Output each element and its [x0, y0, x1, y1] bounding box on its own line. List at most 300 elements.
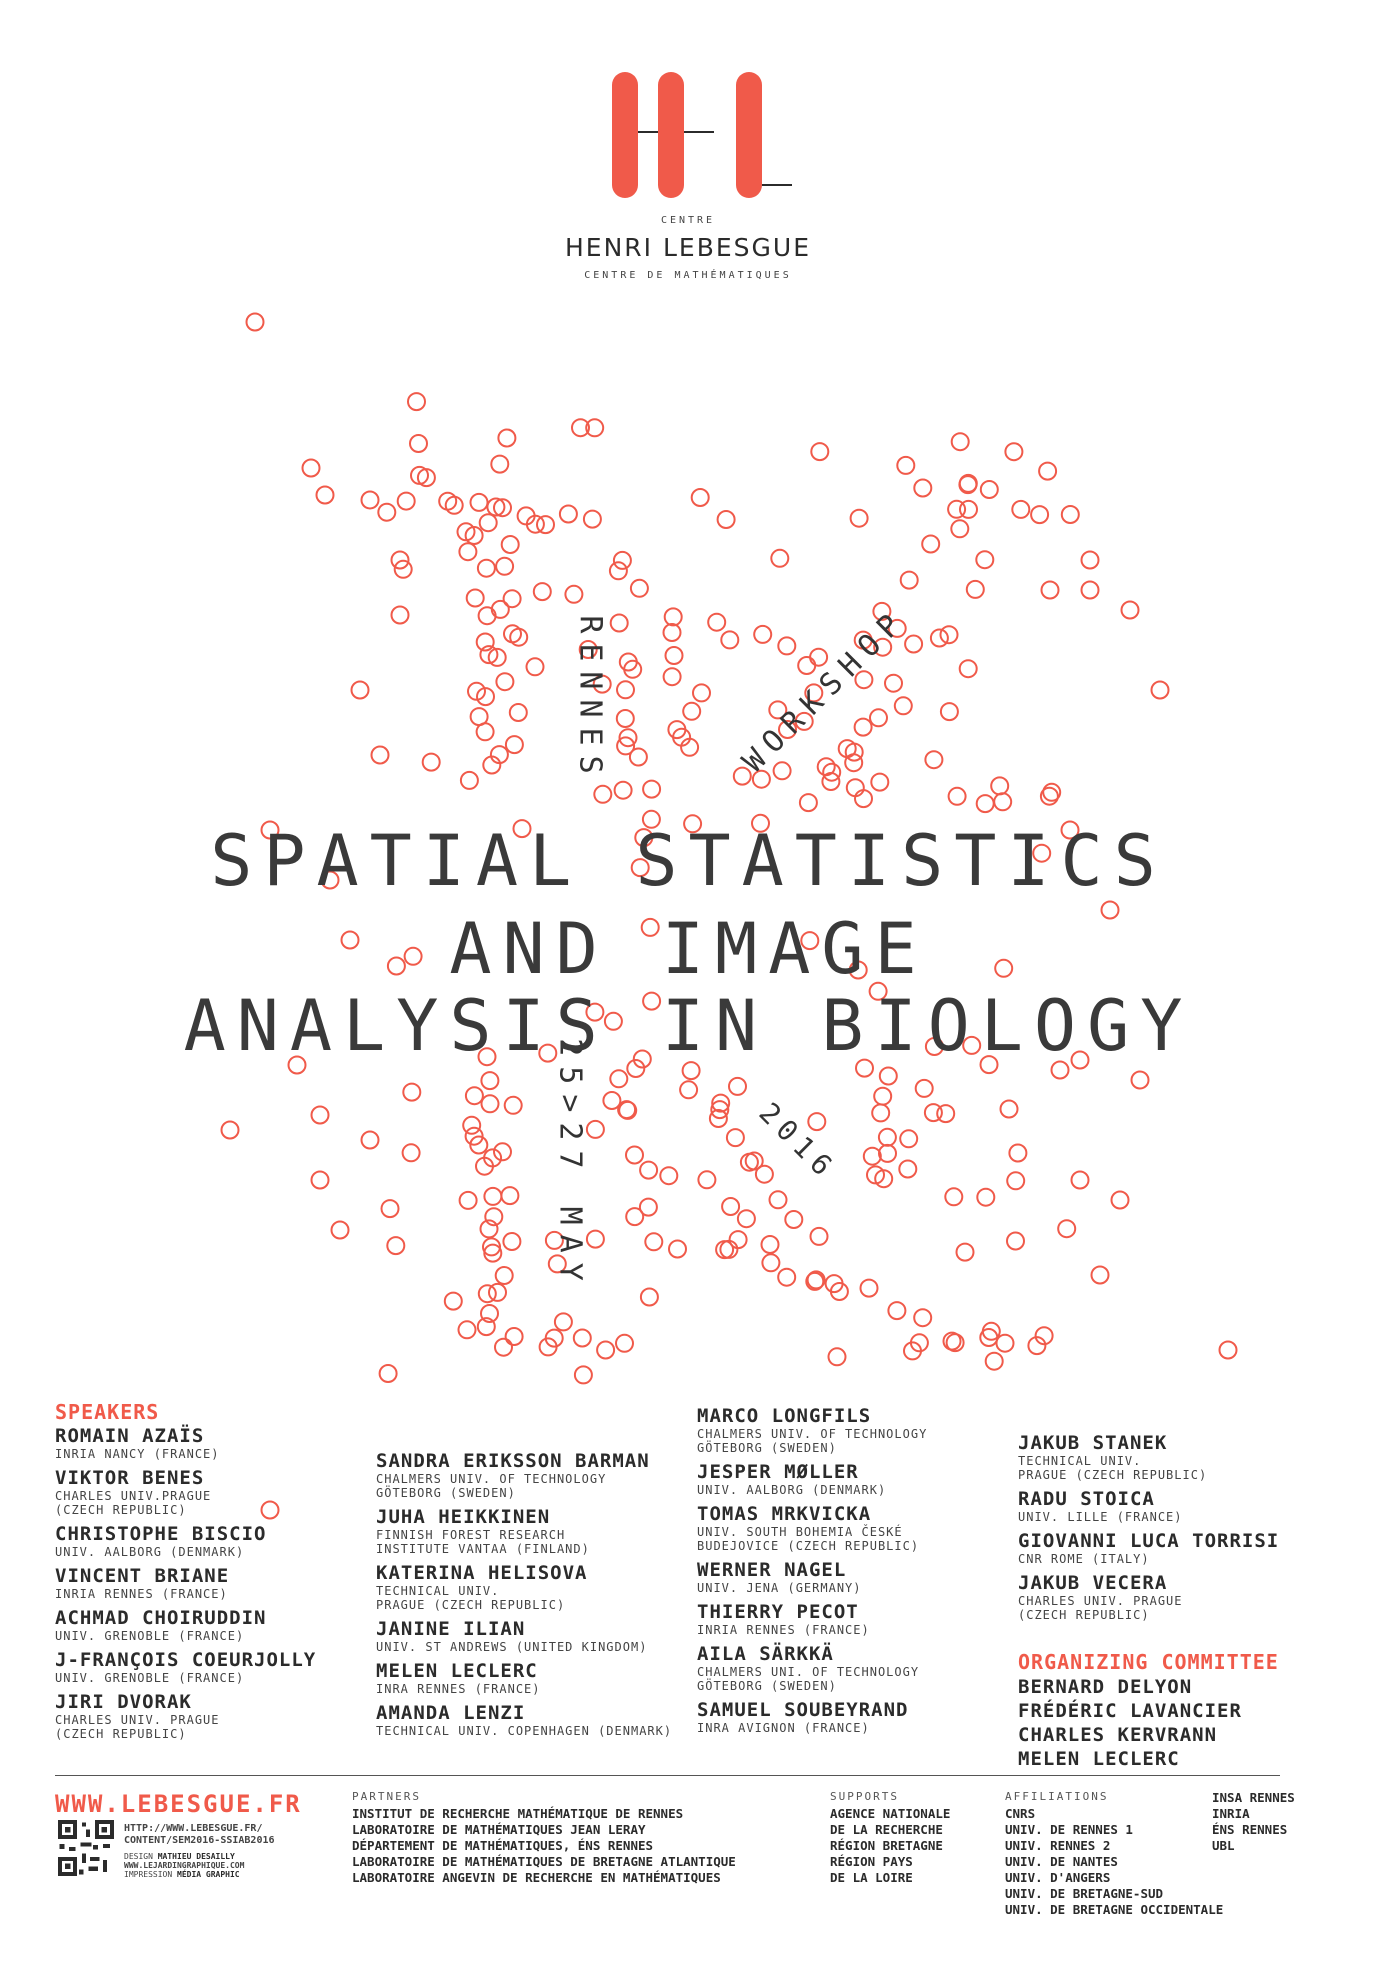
pattern-dot	[506, 1328, 523, 1345]
pattern-dot	[484, 1245, 501, 1262]
pattern-dot	[478, 560, 495, 577]
pattern-dot	[484, 1149, 501, 1166]
pattern-dot	[1036, 1327, 1053, 1344]
pattern-dot	[403, 1084, 420, 1101]
speaker-entry	[697, 1559, 862, 1595]
event-url-line2[interactable]: CONTENT/SEM2016-SSIAB2016	[124, 1835, 275, 1846]
partner-item: LABORATOIRE DE MATHÉMATIQUES DE BRETAGNE ATLANTIQUE	[352, 1854, 736, 1869]
pattern-dot	[1043, 784, 1060, 801]
speaker-name: THIERRY PECOT	[697, 1601, 859, 1623]
pattern-dot	[527, 516, 544, 533]
speaker-entry	[55, 1691, 220, 1741]
pattern-dot	[949, 788, 966, 805]
pattern-dot	[668, 721, 685, 738]
speaker-affiliation: CHARLES UNIV. PRAGUE	[55, 1713, 220, 1727]
pattern-dot	[491, 456, 508, 473]
pattern-dot	[537, 516, 554, 533]
pattern-dot	[380, 1365, 397, 1382]
pattern-dot	[888, 1302, 905, 1319]
support-item: DE LA RECHERCHE	[830, 1822, 943, 1837]
speaker-name: JUHA HEIKKINEN	[376, 1506, 551, 1528]
pattern-dot	[631, 580, 648, 597]
speaker-affiliation: UNIV. AALBORG (DENMARK)	[697, 1483, 887, 1497]
partners-list	[352, 1806, 736, 1886]
pattern-dot	[410, 435, 427, 452]
pattern-dot	[880, 1068, 897, 1085]
pattern-dot	[502, 536, 519, 553]
pattern-dot	[976, 551, 993, 568]
pattern-dot	[808, 1113, 825, 1130]
pattern-dot	[1092, 1267, 1109, 1284]
pattern-dot	[811, 443, 828, 460]
pattern-dot	[669, 1241, 686, 1258]
pattern-dot	[861, 1280, 878, 1297]
pattern-dot	[952, 433, 969, 450]
pattern-dot	[810, 649, 827, 666]
speaker-entry	[376, 1702, 672, 1738]
pattern-dot	[317, 487, 334, 504]
supports-label: SUPPORTS	[830, 1790, 899, 1803]
logo-bar-left	[612, 72, 638, 198]
pattern-dot	[408, 393, 425, 410]
pattern-dot	[510, 629, 527, 646]
pattern-dot	[489, 649, 506, 666]
pattern-dot	[944, 1333, 961, 1350]
pattern-dot	[986, 1353, 1003, 1370]
speaker-entry	[55, 1425, 220, 1461]
pattern-dot	[640, 1162, 657, 1179]
pattern-dot	[855, 719, 872, 736]
pattern-dot	[720, 1241, 737, 1258]
speaker-name: JIRI DVORAK	[55, 1691, 192, 1713]
committee-heading: ORGANIZING COMMITTEE	[1018, 1650, 1279, 1674]
pattern-dot	[362, 1132, 379, 1149]
pattern-dot	[1001, 1101, 1018, 1118]
pattern-dot	[603, 1092, 620, 1109]
pattern-dot	[829, 1348, 846, 1365]
speaker-entry	[376, 1506, 590, 1556]
pattern-dot	[681, 739, 698, 756]
pattern-dot	[479, 1285, 496, 1302]
pattern-dot	[855, 790, 872, 807]
pattern-dot	[997, 1335, 1014, 1352]
pattern-dot	[459, 1321, 476, 1338]
pattern-dot	[616, 1335, 633, 1352]
speaker-affiliation: UNIV. AALBORG (DENMARK)	[55, 1545, 245, 1559]
pattern-dot	[247, 314, 264, 331]
pattern-dot	[312, 1172, 329, 1189]
pattern-dot	[771, 550, 788, 567]
pattern-dot	[822, 773, 839, 790]
pattern-dot	[560, 506, 577, 523]
pattern-dot	[518, 507, 535, 524]
pattern-dot	[941, 703, 958, 720]
pattern-dot	[483, 757, 500, 774]
partner-item: INSTITUT DE RECHERCHE MATHÉMATIQUE DE RENNES	[352, 1806, 684, 1821]
pattern-dot	[496, 558, 513, 575]
committee-member: CHARLES KERVRANN	[1018, 1724, 1218, 1746]
speaker-affiliation: FINNISH FOREST RESEARCH	[376, 1528, 566, 1542]
pattern-dot	[1122, 602, 1139, 619]
year-label: 2016	[752, 1096, 844, 1187]
pattern-dot	[754, 626, 771, 643]
affiliation-item: INRIA	[1212, 1806, 1250, 1821]
pattern-dot	[1082, 582, 1099, 599]
pattern-dot	[446, 497, 463, 514]
pattern-dot	[586, 419, 603, 436]
pattern-dot	[617, 681, 634, 698]
pattern-dot	[630, 749, 647, 766]
affiliation-item: UNIV. DE BRETAGNE OCCIDENTALE	[1005, 1902, 1224, 1917]
pattern-dot	[711, 1101, 728, 1118]
pattern-dot	[372, 747, 389, 764]
pattern-dot	[506, 736, 523, 753]
pattern-dot	[673, 729, 690, 746]
speaker-entry	[697, 1699, 908, 1735]
pattern-dot	[762, 1236, 779, 1253]
pattern-dot	[1220, 1342, 1237, 1359]
pattern-dot	[698, 1171, 715, 1188]
pattern-dot	[262, 1502, 279, 1519]
pattern-dot	[1062, 506, 1079, 523]
pattern-dot	[610, 1070, 627, 1087]
pattern-dot	[983, 1323, 1000, 1340]
committee-member: MELEN LECLERC	[1018, 1748, 1180, 1770]
qr-code-icon[interactable]	[58, 1820, 114, 1876]
speaker-name: VINCENT BRIANE	[55, 1565, 230, 1587]
pattern-dot	[712, 1095, 729, 1112]
pattern-dot	[471, 708, 488, 725]
speaker-affiliation: CHALMERS UNIV. OF TECHNOLOGY	[376, 1472, 607, 1486]
logo-bar-right	[736, 72, 762, 198]
speaker-affiliation: CHARLES UNIV.PRAGUE	[55, 1489, 212, 1503]
speaker-affiliation: UNIV. ST ANDREWS (UNITED KINGDOM)	[376, 1640, 648, 1654]
speaker-affiliation: BUDEJOVICE (CZECH REPUBLIC)	[697, 1539, 920, 1553]
pattern-dot	[479, 607, 496, 624]
pattern-dot	[977, 1189, 994, 1206]
affiliation-item: UNIV. DE BRETAGNE-SUD	[1005, 1886, 1164, 1901]
pattern-dot	[470, 1137, 487, 1154]
pattern-dot	[491, 746, 508, 763]
pattern-dot	[392, 607, 409, 624]
pattern-dot	[584, 511, 601, 528]
pattern-dot	[727, 1129, 744, 1146]
pattern-dot	[398, 493, 415, 510]
logo-line-left	[638, 131, 658, 133]
speaker-name: ACHMAD CHOIRUDDIN	[55, 1607, 267, 1629]
speaker-affiliation: TECHNICAL UNIV.	[1018, 1454, 1142, 1468]
speaker-affiliation: UNIV. GRENOBLE (FRANCE)	[55, 1629, 245, 1643]
pattern-dot	[487, 499, 504, 516]
pattern-dot	[615, 782, 632, 799]
logo-top-label: CENTRE	[660, 215, 716, 226]
footer-divider	[55, 1775, 1280, 1776]
pattern-dot	[916, 1080, 933, 1097]
pattern-dot	[931, 630, 948, 647]
print-credit	[124, 1870, 240, 1880]
pattern-dot	[485, 1208, 502, 1225]
pattern-dot	[947, 1334, 964, 1351]
pattern-dot	[610, 562, 627, 579]
pattern-dot	[741, 1154, 758, 1171]
speaker-affiliation: (CZECH REPUBLIC)	[55, 1727, 187, 1741]
pattern-dot	[879, 1129, 896, 1146]
pattern-dot	[967, 581, 984, 598]
partners-label: PARTNERS	[352, 1790, 421, 1803]
speaker-affiliation: UNIV. GRENOBLE (FRANCE)	[55, 1671, 245, 1685]
pattern-dot	[914, 480, 931, 497]
pattern-dot	[466, 1128, 483, 1145]
pattern-dot	[808, 1271, 825, 1288]
title-line-1: SPATIAL STATISTICS	[210, 820, 1167, 902]
speaker-entry	[697, 1405, 927, 1455]
pattern-dot	[1007, 1233, 1024, 1250]
speaker-affiliation: TECHNICAL UNIV.	[376, 1584, 500, 1598]
pattern-dot	[476, 1158, 493, 1175]
speaker-name: MELEN LECLERC	[376, 1660, 538, 1682]
pattern-dot	[466, 527, 483, 544]
pattern-dot	[504, 590, 521, 607]
pattern-dot	[587, 1121, 604, 1138]
speaker-name: SAMUEL SOUBEYRAND	[697, 1699, 909, 1721]
speaker-affiliation: INRIA NANCY (FRANCE)	[55, 1447, 220, 1461]
speaker-entry	[697, 1503, 919, 1553]
pattern-dot	[845, 754, 862, 771]
pattern-dot	[1152, 682, 1169, 699]
pattern-dot	[867, 1166, 884, 1183]
pattern-dot	[885, 675, 902, 692]
pattern-dot	[614, 552, 631, 569]
pattern-dot	[778, 637, 795, 654]
pattern-dot	[423, 754, 440, 771]
pattern-dot	[872, 1104, 889, 1121]
pattern-dot	[680, 1081, 697, 1098]
pattern-dot	[494, 1143, 511, 1160]
pattern-dot	[925, 1104, 942, 1121]
speaker-affiliation: UNIV. LILLE (FRANCE)	[1018, 1510, 1183, 1524]
pattern-dot	[981, 481, 998, 498]
pattern-dot	[332, 1222, 349, 1239]
pattern-dot	[484, 1188, 501, 1205]
pattern-dot	[626, 1208, 643, 1225]
design-name: MATHIEU DESAILLY	[157, 1852, 235, 1861]
pattern-dot	[459, 543, 476, 560]
pattern-dot	[382, 1200, 399, 1217]
site-tld: .FR	[252, 1790, 302, 1818]
speaker-entry	[697, 1601, 870, 1637]
pattern-dot	[925, 751, 942, 768]
pattern-dot	[574, 1330, 591, 1347]
speaker-entry	[55, 1649, 316, 1685]
speaker-affiliation: CHALMERS UNIV. OF TECHNOLOGY	[697, 1427, 928, 1441]
pattern-dot	[392, 552, 409, 569]
pattern-dot	[387, 1237, 404, 1254]
support-item: DE LA LOIRE	[830, 1870, 913, 1885]
speaker-entry	[376, 1618, 647, 1654]
pattern-dot	[1012, 501, 1029, 518]
pattern-dot	[624, 661, 641, 678]
pattern-dot	[692, 489, 709, 506]
pattern-dot	[477, 688, 494, 705]
pattern-dot	[948, 501, 965, 518]
pattern-dot	[1005, 443, 1022, 460]
pattern-dot	[895, 697, 912, 714]
pattern-dot	[774, 762, 791, 779]
speaker-entry	[1018, 1572, 1183, 1622]
speakers-heading: SPEAKERS	[55, 1400, 160, 1424]
pattern-dot	[951, 520, 968, 537]
affiliation-item: UNIV. RENNES 2	[1005, 1838, 1111, 1853]
pattern-dot	[618, 1101, 635, 1118]
pattern-dot	[900, 1130, 917, 1147]
title-line-2: AND IMAGE	[449, 908, 928, 990]
pattern-dot	[693, 684, 710, 701]
speaker-name: JANINE ILIAN	[376, 1618, 526, 1640]
affiliation-item: UBL	[1212, 1838, 1235, 1853]
partner-item: DÉPARTEMENT DE MATHÉMATIQUES, ÉNS RENNES	[352, 1838, 654, 1853]
pattern-dot	[785, 1211, 802, 1228]
speaker-affiliation: (CZECH REPUBLIC)	[1018, 1608, 1150, 1622]
speaker-name: J-FRANÇOIS COEURJOLLY	[55, 1649, 317, 1671]
support-item: RÉGION PAYS	[830, 1854, 913, 1869]
pattern-dot	[460, 1192, 477, 1209]
pattern-dot	[818, 758, 835, 775]
pattern-dot	[620, 654, 637, 671]
pattern-dot	[395, 561, 412, 578]
pattern-dot	[721, 631, 738, 648]
logo-name: HENRI LEBESGUE	[565, 233, 811, 262]
speaker-affiliation: PRAGUE (CZECH REPUBLIC)	[376, 1598, 566, 1612]
pattern-dot	[645, 1233, 662, 1250]
pattern-dot	[904, 1342, 921, 1359]
logo-subtitle: CENTRE DE MATHÉMATIQUES	[584, 270, 792, 281]
pattern-dot	[839, 740, 856, 757]
pattern-dot	[811, 1228, 828, 1245]
speaker-entry	[1018, 1488, 1183, 1524]
pattern-dot	[941, 626, 958, 643]
pattern-dot	[871, 774, 888, 791]
pattern-dot	[879, 1145, 896, 1162]
affiliations-list-a	[1005, 1806, 1223, 1918]
speaker-entry	[55, 1523, 266, 1559]
speaker-name: RADU STOICA	[1018, 1488, 1155, 1510]
pattern-dot	[905, 636, 922, 653]
pattern-dot	[708, 614, 725, 631]
pattern-dot	[778, 1269, 795, 1286]
pattern-dot	[640, 1199, 657, 1216]
pattern-dot	[483, 1238, 500, 1255]
pattern-dot	[587, 1231, 604, 1248]
pattern-dot	[352, 682, 369, 699]
pattern-dot	[466, 1087, 483, 1104]
pattern-dot	[798, 657, 815, 674]
affiliations-label: AFFILIATIONS	[1005, 1790, 1109, 1803]
pattern-dot	[597, 1342, 614, 1359]
pattern-dot	[875, 1170, 892, 1187]
speaker-entry	[697, 1461, 886, 1497]
pattern-dot	[463, 1117, 480, 1134]
pattern-dot	[756, 1166, 773, 1183]
pattern-dot	[911, 1334, 928, 1351]
affiliation-item: UNIV. DE RENNES 1	[1005, 1822, 1133, 1837]
pattern-dot	[738, 1210, 755, 1227]
pattern-dot	[826, 1275, 843, 1292]
pattern-dot	[480, 646, 497, 663]
pattern-dot	[846, 744, 863, 761]
speaker-entry	[376, 1562, 587, 1612]
pattern-dot	[897, 457, 914, 474]
pattern-dot	[403, 1144, 420, 1161]
pattern-dot	[510, 704, 527, 721]
pattern-dot	[806, 1273, 823, 1290]
pattern-dot	[411, 467, 428, 484]
pattern-dot	[1028, 1337, 1045, 1354]
partner-item: LABORATOIRE DE MATHÉMATIQUES JEAN LERAY	[352, 1822, 646, 1837]
pattern-dot	[619, 1102, 636, 1119]
pattern-dot	[504, 625, 521, 642]
pattern-dot	[498, 430, 515, 447]
pattern-dot	[611, 615, 628, 632]
pattern-dot	[495, 1339, 512, 1356]
pattern-dot	[770, 1191, 787, 1208]
pattern-dot	[626, 1147, 643, 1164]
speaker-affiliation: INRA AVIGNON (FRANCE)	[697, 1721, 870, 1735]
speaker-entry	[376, 1450, 650, 1500]
pattern-dot	[1072, 1172, 1089, 1189]
pattern-dot	[439, 493, 456, 510]
website-link[interactable]	[55, 1790, 302, 1818]
pattern-dot	[572, 419, 589, 436]
pattern-dot	[991, 777, 1008, 794]
pattern-dot	[716, 1241, 733, 1258]
speaker-name: SANDRA ERIKSSON BARMAN	[376, 1450, 650, 1472]
partner-item: LABORATOIRE ANGEVIN DE RECHERCHE EN MATHÉMATIQUES	[352, 1870, 721, 1885]
title-line-3: ANALYSIS IN BIOLOGY	[183, 985, 1194, 1067]
speaker-entry	[1018, 1530, 1279, 1566]
pattern-dot	[445, 1293, 462, 1310]
pattern-dot	[874, 1088, 891, 1105]
pattern-dot	[922, 536, 939, 553]
pattern-dot	[471, 494, 488, 511]
site-main: LEBESGUE	[120, 1790, 253, 1818]
workshop-label: WORKSHOP	[736, 601, 914, 780]
pattern-dot	[994, 793, 1011, 810]
pattern-dot	[937, 1105, 954, 1122]
pattern-dot	[477, 634, 494, 651]
affiliation-item: INSA RENNES	[1212, 1790, 1295, 1805]
pattern-dot	[527, 658, 544, 675]
pattern-dot	[468, 683, 485, 700]
speaker-name: MARCO LONGFILS	[697, 1405, 872, 1427]
pattern-dot	[957, 1244, 974, 1261]
speaker-name: JAKUB VECERA	[1018, 1572, 1168, 1594]
speaker-entry	[55, 1565, 229, 1601]
speaker-affiliation: (CZECH REPUBLIC)	[55, 1503, 187, 1517]
site-prefix: WWW.	[55, 1790, 121, 1818]
speaker-affiliation: INSTITUTE VANTAA (FINLAND)	[376, 1542, 590, 1556]
speaker-entry	[1018, 1432, 1207, 1482]
pattern-dot	[945, 1188, 962, 1205]
pattern-dot	[480, 514, 497, 531]
pattern-dot	[481, 1072, 498, 1089]
pattern-dot	[664, 668, 681, 685]
speaker-name: AILA SÄRKKÄ	[697, 1643, 834, 1665]
design-label: DESIGN	[124, 1852, 153, 1861]
design-site: WWW.LEJARDINGRAPHIQUE.COM	[124, 1861, 245, 1870]
event-url-line1[interactable]: HTTP://WWW.LEBESGUE.FR/	[124, 1823, 263, 1834]
speaker-affiliation: GÖTEBORG (SWEDEN)	[376, 1486, 516, 1500]
speaker-name: ROMAIN AZAÏS	[55, 1425, 205, 1447]
